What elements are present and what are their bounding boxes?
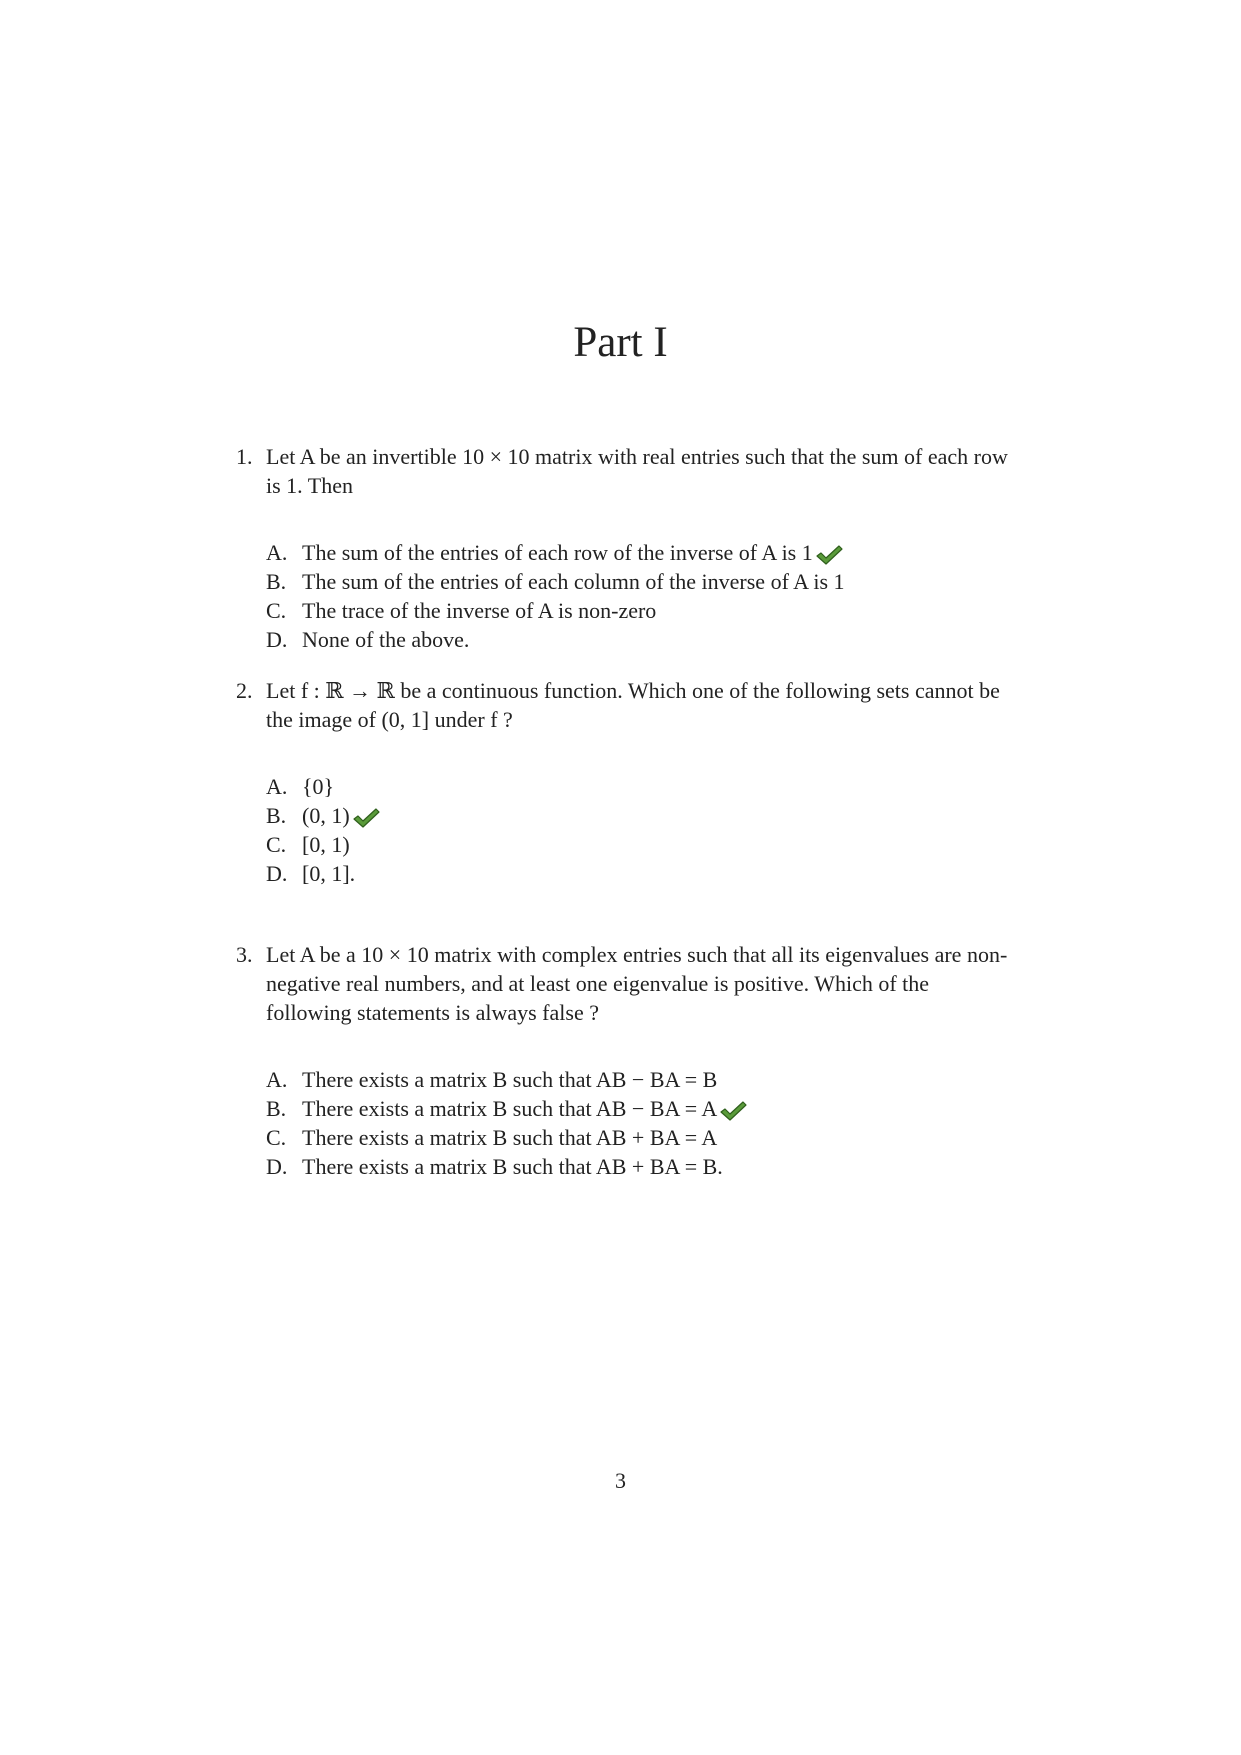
option-text: The trace of the inverse of A is non-zero — [302, 598, 657, 623]
checkmark-icon — [352, 807, 380, 829]
option-letter: C. — [266, 1125, 287, 1150]
checkmark-icon — [719, 1100, 747, 1122]
question-text: Let f : ℝ → ℝ be a continuous function. Which one of the following sets cannot be the image of (0, 1] under f ? — [266, 678, 1000, 732]
option-text: None of the above. — [302, 627, 470, 652]
option-text: The sum of the entries of each column of the inverse of A is 1 — [302, 569, 845, 594]
option-letter: C. — [266, 598, 287, 623]
option-letter: A. — [266, 540, 288, 565]
checkmark-icon — [815, 544, 843, 566]
question-number: 3. — [236, 942, 253, 967]
option-letter: C. — [266, 832, 287, 857]
option-text: There exists a matrix B such that AB + BA = A — [302, 1125, 718, 1150]
option-letter: A. — [266, 774, 288, 799]
option-letter: D. — [266, 861, 288, 886]
option-text: The sum of the entries of each row of the inverse of A is 1 — [302, 540, 813, 565]
option-c — [266, 830, 1016, 859]
option-letter: D. — [266, 627, 288, 652]
option-b — [266, 1094, 1016, 1123]
question-3 — [236, 940, 1016, 1181]
option-a — [266, 772, 1016, 801]
option-text: (0, 1) — [302, 803, 350, 828]
question-number: 2. — [236, 678, 253, 703]
option-text: {0} — [302, 774, 335, 799]
option-list — [266, 538, 1016, 654]
question-number: 1. — [236, 444, 253, 469]
option-b — [266, 801, 1016, 830]
option-text: There exists a matrix B such that AB + BA = B. — [302, 1154, 723, 1179]
option-text: [0, 1]. — [302, 861, 356, 886]
option-letter: D. — [266, 1154, 288, 1179]
page-number: 3 — [615, 1468, 626, 1493]
question-2 — [236, 676, 1016, 888]
option-d — [266, 625, 1016, 654]
option-letter: B. — [266, 569, 287, 594]
page-title: Part I — [573, 319, 668, 366]
option-d — [266, 1152, 1016, 1181]
option-a — [266, 538, 1016, 567]
option-list — [266, 772, 1016, 888]
option-letter: B. — [266, 803, 287, 828]
option-letter: A. — [266, 1067, 288, 1092]
question-text: Let A be an invertible 10 × 10 matrix with real entries such that the sum of each row is 1. Then — [266, 444, 1008, 498]
option-c — [266, 596, 1016, 625]
option-text: There exists a matrix B such that AB − BA = B — [302, 1067, 718, 1092]
option-text: There exists a matrix B such that AB − BA = A — [302, 1096, 718, 1121]
option-d — [266, 859, 1016, 888]
option-letter: B. — [266, 1096, 287, 1121]
option-c — [266, 1123, 1016, 1152]
option-text: [0, 1) — [302, 832, 350, 857]
option-b — [266, 567, 1016, 596]
question-text: Let A be a 10 × 10 matrix with complex entries such that all its eigenvalues are non-negative real numbers, and at least one eigenvalue is positive. Which of the following statements is always false ? — [266, 942, 1008, 1025]
option-list — [266, 1065, 1016, 1181]
option-a — [266, 1065, 1016, 1094]
question-1 — [236, 442, 1016, 654]
